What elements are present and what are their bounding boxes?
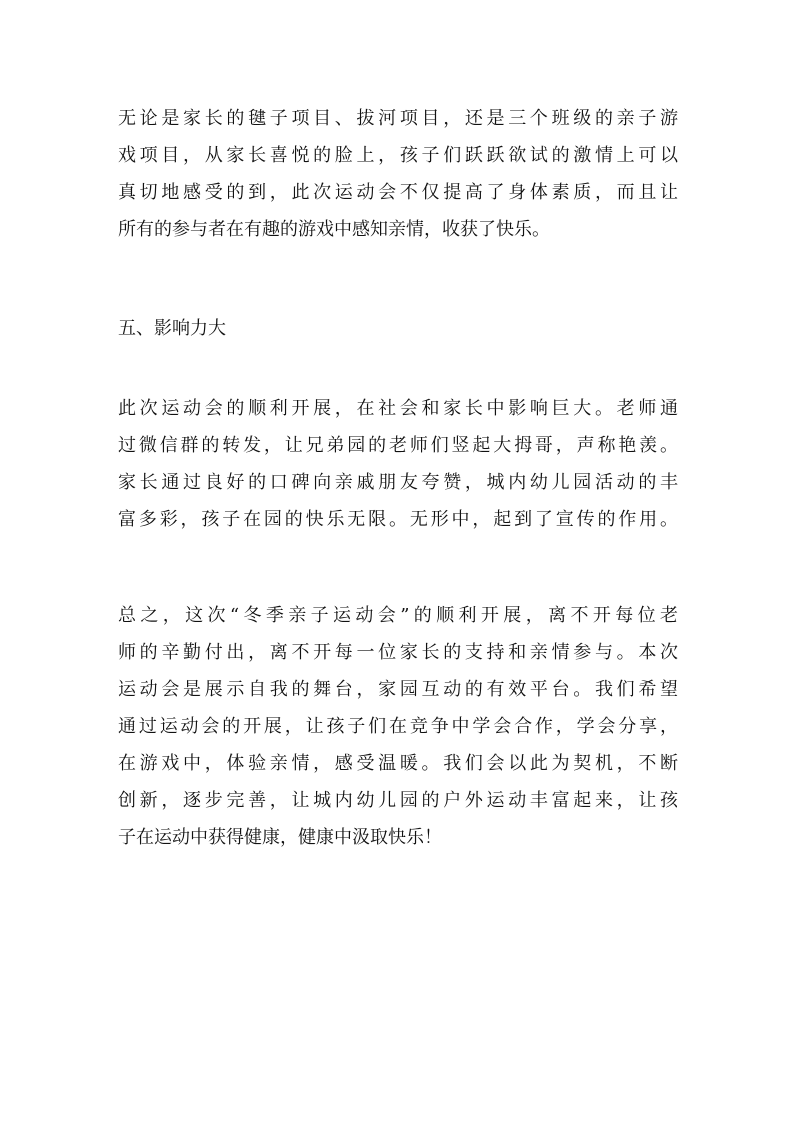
paragraph-1-line-1: 无论是家长的毽子项目、拔河项目，还是三个班级的亲子游 [118, 108, 678, 129]
paragraph-2 [118, 390, 678, 538]
paragraph-3-line-3: 运动会是展示自我的舞台，家园互动的有效平台。我们希望 [118, 679, 678, 700]
paragraph-3-line-2: 师的辛勤付出，离不开每一位家长的支持和亲情参与。本次 [118, 642, 678, 663]
paragraph-3-line-4: 通过运动会的开展，让孩子们在竞争中学会合作，学会分享， [118, 716, 678, 737]
paragraph-1-line-2: 戏项目，从家长喜悦的脸上，孩子们跃跃欲试的激情上可以 [118, 145, 678, 166]
paragraph-2-line-1: 此次运动会的顺利开展，在社会和家长中影响巨大。老师通 [118, 398, 678, 419]
paragraph-2-line-3: 家长通过良好的口碑向亲戚朋友夸赞，城内幼儿园活动的丰 [118, 472, 678, 493]
paragraph-3 [118, 597, 678, 856]
paragraph-3-line-1: 总之，这次“冬季亲子运动会”的顺利开展，离不开每位老 [118, 605, 678, 626]
paragraph-2-line-4: 富多彩，孩子在园的快乐无限。无形中，起到了宣传的作用。 [118, 509, 678, 530]
paragraph-3-line-6: 创新，逐步完善，让城内幼儿园的户外运动丰富起来，让孩 [118, 790, 678, 811]
section-heading [118, 310, 678, 347]
paragraph-2-line-2: 过微信群的转发，让兄弟园的老师们竖起大拇哥，声称艳羡。 [118, 435, 678, 456]
paragraph-1 [118, 100, 678, 248]
paragraph-1-line-3: 真切地感受的到，此次运动会不仅提高了身体素质，而且让 [118, 182, 678, 203]
section-heading-text: 五、影响力大 [118, 318, 226, 339]
paragraph-1-line-4: 所有的参与者在有趣的游戏中感知亲情，收获了快乐。 [118, 219, 550, 240]
paragraph-3-line-7: 子在运动中获得健康，健康中汲取快乐！ [118, 827, 442, 848]
paragraph-3-line-5: 在游戏中，体验亲情，感受温暖。我们会以此为契机，不断 [118, 753, 678, 774]
